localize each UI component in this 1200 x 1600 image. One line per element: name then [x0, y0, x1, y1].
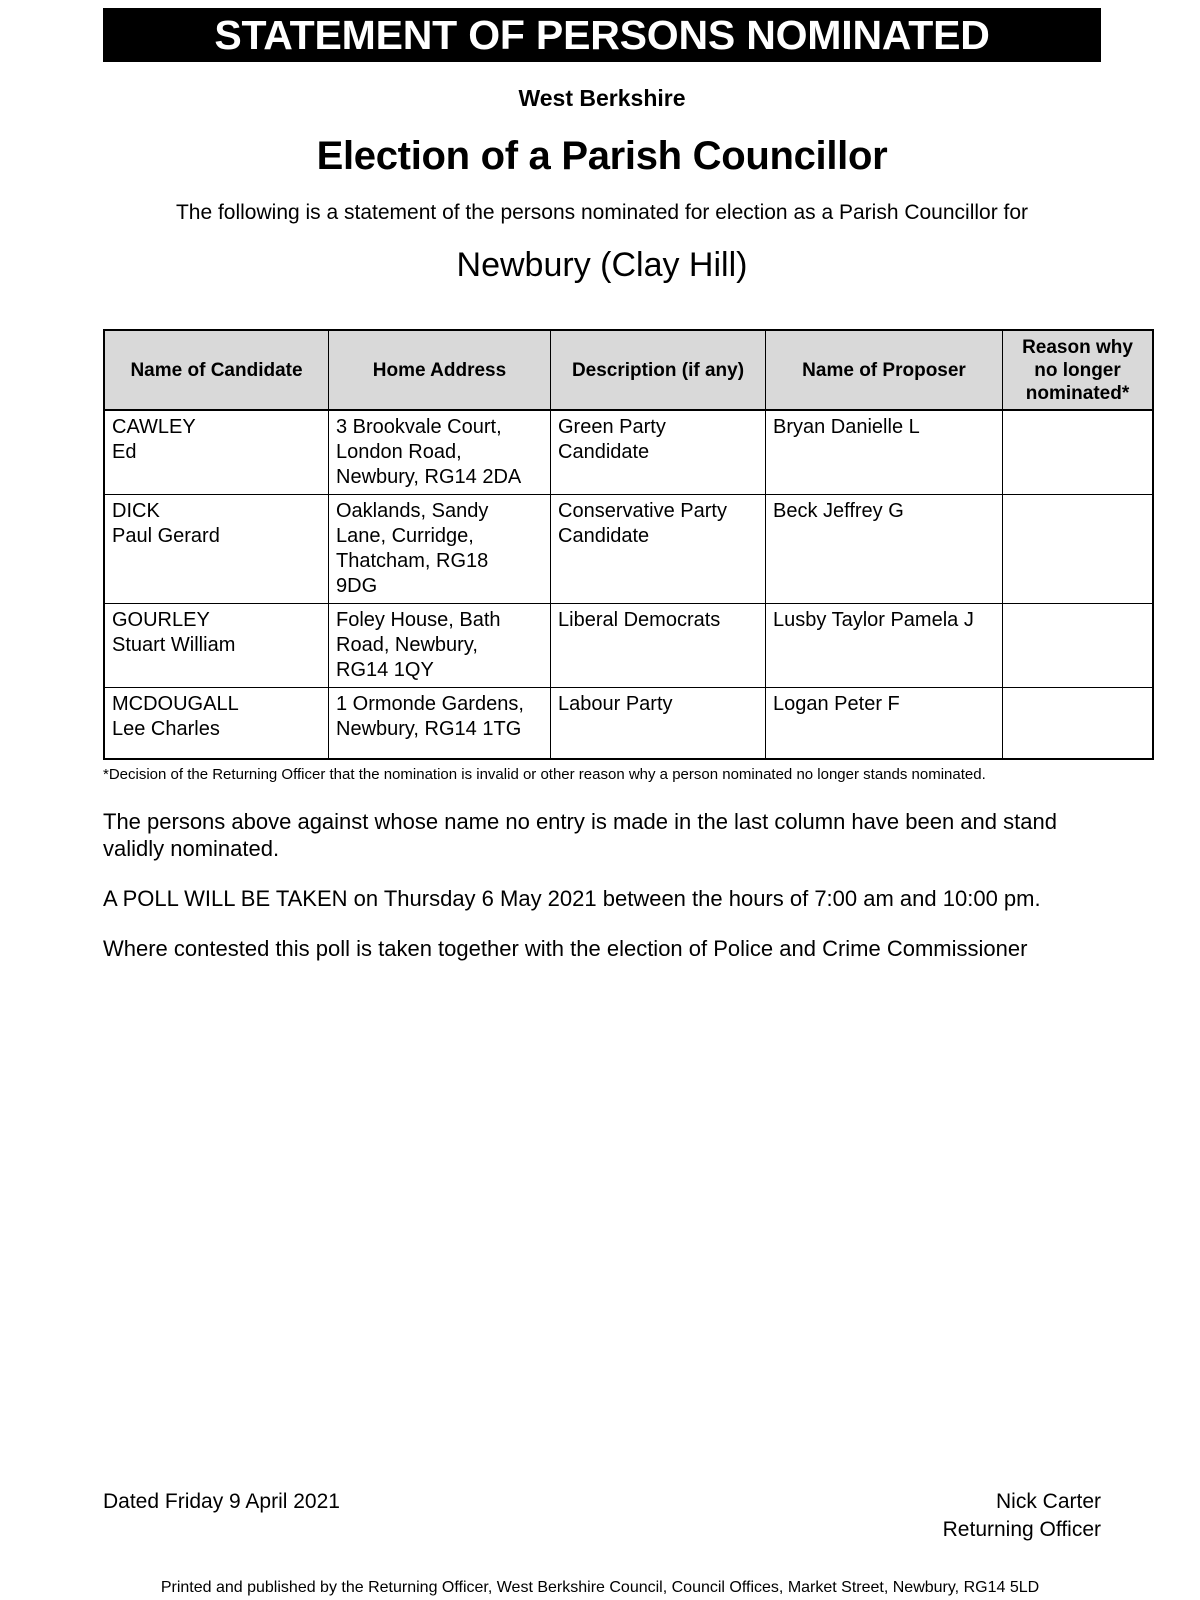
nominations-table [103, 329, 1154, 760]
address-line: Newbury, RG14 1TG [336, 718, 522, 740]
table-footnote: *Decision of the Returning Officer that the nomination is invalid or other reason why a person nominated no longer stands nominated. [103, 766, 986, 783]
council-name: West Berkshire [518, 85, 686, 111]
description-line: Candidate [558, 441, 650, 463]
reason-header-line-2: no longer [1034, 359, 1121, 381]
dated-text: Dated Friday 9 April 2021 [103, 1490, 340, 1513]
footer-row [103, 1488, 1101, 1544]
candidate-surname: DICK [112, 500, 160, 522]
candidate-forenames: Stuart William [112, 634, 236, 656]
validly-nominated-paragraph: The persons above against whose name no entry is made in the last column have been and stand validly nominated. [103, 809, 1057, 861]
address-line: Road, Newbury, [336, 634, 478, 656]
document-content [103, 0, 1133, 962]
reason-cell [1003, 495, 1154, 604]
proposer-name-cell: Lusby Taylor Pamela J [766, 604, 1003, 688]
address-line: Thatcham, RG18 [336, 550, 489, 572]
address-line: Lane, Curridge, [336, 525, 474, 547]
proposer-name-cell: Logan Peter F [766, 688, 1003, 760]
officer-title: Returning Officer [942, 1518, 1101, 1541]
candidate-description-cell [551, 495, 766, 604]
address-line: 3 Brookvale Court, [336, 416, 502, 438]
candidate-name-cell [104, 410, 329, 495]
reason-cell [1003, 410, 1154, 495]
table-row [104, 495, 1153, 604]
candidate-surname: CAWLEY [112, 416, 196, 438]
table-row [104, 688, 1153, 760]
intro-text: The following is a statement of the persons nominated for election as a Parish Councillor for [175, 201, 1029, 224]
table-row [104, 604, 1153, 688]
description-line: Candidate [558, 525, 650, 547]
address-line: Oaklands, Sandy [336, 500, 489, 522]
statement-banner: STATEMENT OF PERSONS NOMINATED [103, 8, 1101, 62]
proposer-name-cell: Beck Jeffrey G [766, 495, 1003, 604]
candidate-address-cell [329, 604, 551, 688]
candidate-description-cell [551, 410, 766, 495]
candidate-address-cell [329, 495, 551, 604]
description-line: Conservative Party [558, 500, 727, 522]
address-line: London Road, [336, 441, 462, 463]
candidate-forenames: Lee Charles [112, 718, 220, 740]
combined-election-paragraph: Where contested this poll is taken together with the election of Police and Crime Commissioner [103, 936, 1028, 961]
column-header-home-address: Home Address [329, 330, 551, 410]
candidate-address-cell [329, 688, 551, 760]
poll-paragraph: A POLL WILL BE TAKEN on Thursday 6 May 2021 between the hours of 7:00 am and 10:00 pm. [103, 886, 1041, 911]
candidate-name-cell [104, 604, 329, 688]
candidate-name-cell [104, 495, 329, 604]
returning-officer-block [943, 1488, 1101, 1544]
address-line: Foley House, Bath [336, 609, 501, 631]
address-line: 9DG [336, 575, 378, 597]
reason-header-line-3: nominated* [1025, 382, 1130, 404]
description-line: Labour Party [558, 693, 673, 715]
description-line: Green Party [558, 416, 666, 438]
candidate-surname: GOURLEY [112, 609, 210, 631]
candidate-description-cell [551, 688, 766, 760]
table-row [104, 410, 1153, 495]
address-line: 1 Ormonde Gardens, [336, 693, 524, 715]
reason-header-line-1: Reason why [1022, 336, 1133, 358]
address-line: Newbury, RG14 2DA [336, 466, 522, 488]
page-title: Election of a Parish Councillor [316, 134, 888, 178]
reason-cell [1003, 604, 1154, 688]
candidate-name-cell [104, 688, 329, 760]
candidate-forenames: Paul Gerard [112, 525, 220, 547]
candidate-surname: MCDOUGALL [112, 693, 239, 715]
column-header-name-of-proposer: Name of Proposer [766, 330, 1003, 410]
table-header-row [104, 330, 1153, 410]
proposer-name-cell: Bryan Danielle L [766, 410, 1003, 495]
reason-cell [1003, 688, 1154, 760]
description-line: Liberal Democrats [558, 609, 721, 631]
candidate-forenames: Ed [112, 441, 137, 463]
candidate-address-cell [329, 410, 551, 495]
column-header-name-of-candidate: Name of Candidate [104, 330, 329, 410]
address-line: RG14 1QY [336, 659, 434, 681]
column-header-reason-no-longer-nominated [1003, 330, 1154, 410]
officer-name: Nick Carter [995, 1490, 1101, 1513]
column-header-description: Description (if any) [551, 330, 766, 410]
ward-name: Newbury (Clay Hill) [456, 246, 748, 284]
candidate-description-cell [551, 604, 766, 688]
printed-published-notice: Printed and published by the Returning Officer, West Berkshire Council, Council Offices, Market Street, Newbury, RG14 5LD [160, 1579, 1040, 1596]
